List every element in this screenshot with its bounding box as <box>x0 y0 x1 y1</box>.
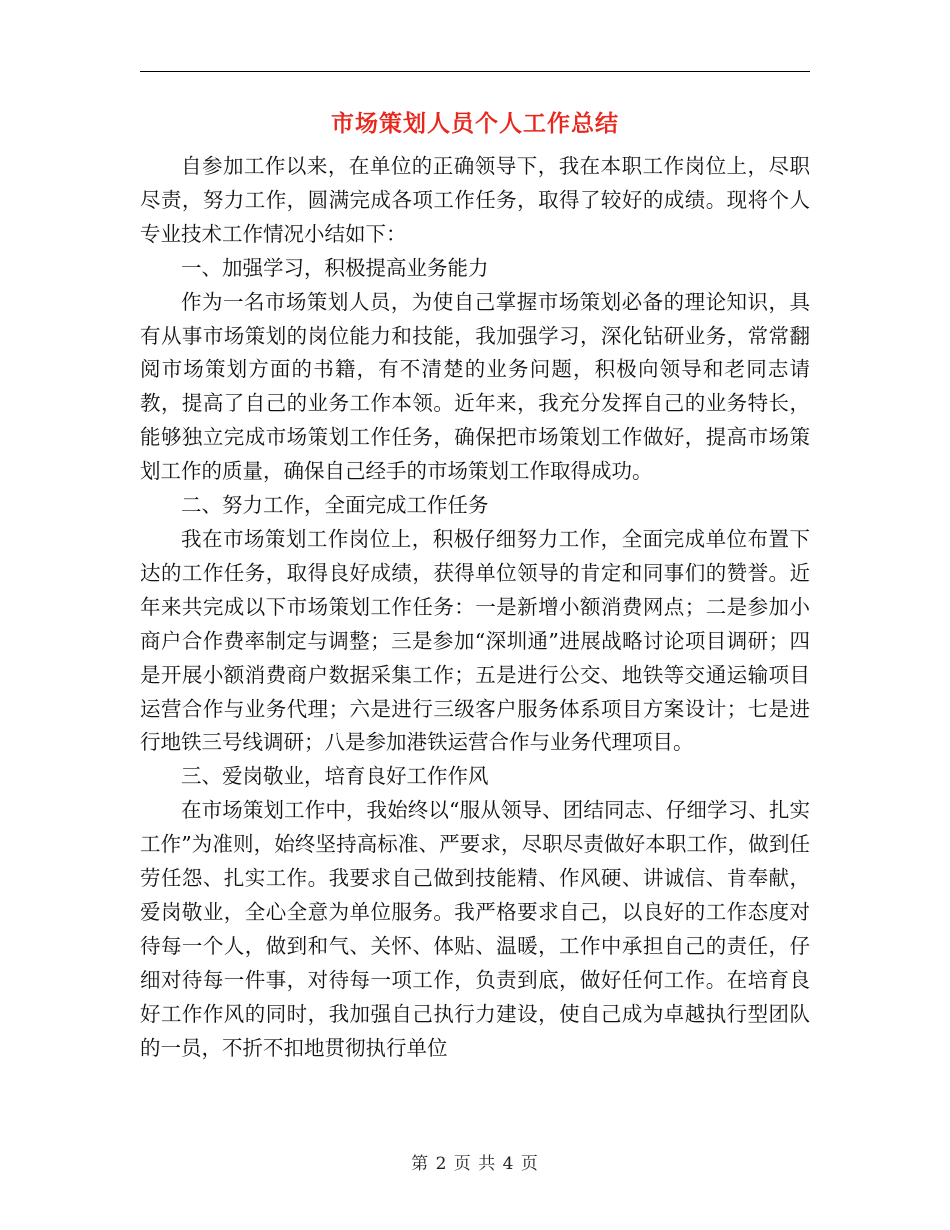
document-body <box>140 150 810 1065</box>
document-title: 市场策划人员个人工作总结 <box>331 110 619 137</box>
section-heading-3: 三、爱岗敬业，培育良好工作作风 <box>181 764 489 789</box>
page-number: 第 2 页 共 4 页 <box>411 1154 539 1174</box>
intro-paragraph: 自参加工作以来，在单位的正确领导下，我在本职工作岗位上，尽职尽责，努力工作，圆满完成各项工作任务，取得了较好的成绩。现将个人专业技术工作情况小结如下： <box>140 154 810 246</box>
section-body-3: 在市场策划工作中，我始终以“服从领导、团结同志、仔细学习、扎实工作”为准则，始终坚持高标准、严要求，尽职尽责做好本职工作，做到任劳任怨、扎实工作。我要求自己做到技能精、作风硬、讲诚信、肯奉献，爱岗敬业，全心全意为单位服务。我严格要求自己，以良好的工作态度对待每一个人，做到和气、关怀、体贴、温暖，工作中承担自己的责任，仔细对待每一件事，对待每一项工作，负责到底，做好任何工作。在培育良好工作作风的同时，我加强自己执行力建设，使自己成为卓越执行型团队的一员，不折不扣地贯彻执行单位 <box>140 798 810 1060</box>
section-heading-1: 一、加强学习，积极提高业务能力 <box>181 255 489 280</box>
section-body-1: 作为一名市场策划人员，为使自己掌握市场策划必备的理论知识，具有从事市场策划的岗位能力和技能，我加强学习，深化钻研业务，常常翻阅市场策划方面的书籍，有不清楚的业务问题，积极向领导和老同志请教，提高了自己的业务工作本领。近年来，我充分发挥自己的业务特长，能够独立完成市场策划工作任务，确保把市场策划工作做好，提高市场策划工作的质量，确保自己经手的市场策划工作取得成功。 <box>140 289 810 484</box>
section-heading-2: 二、努力工作，全面完成工作任务 <box>181 493 489 518</box>
section-body-2: 我在市场策划工作岗位上，积极仔细努力工作，全面完成单位布置下达的工作任务，取得良好成绩，获得单位领导的肯定和同事们的赞誉。近年来共完成以下市场策划工作任务：一是新增小额消费网点；二是参加小商户合作费率制定与调整；三是参加“深圳通”进展战略讨论项目调研；四是开展小额消费商户数据采集工作；五是进行公交、地铁等交通运输项目运营合作与业务代理；六是进行三级客户服务体系项目方案设计；七是进行地铁三号线调研；八是参加港铁运营合作与业务代理项目。 <box>140 526 810 755</box>
header-rule <box>140 71 810 72</box>
